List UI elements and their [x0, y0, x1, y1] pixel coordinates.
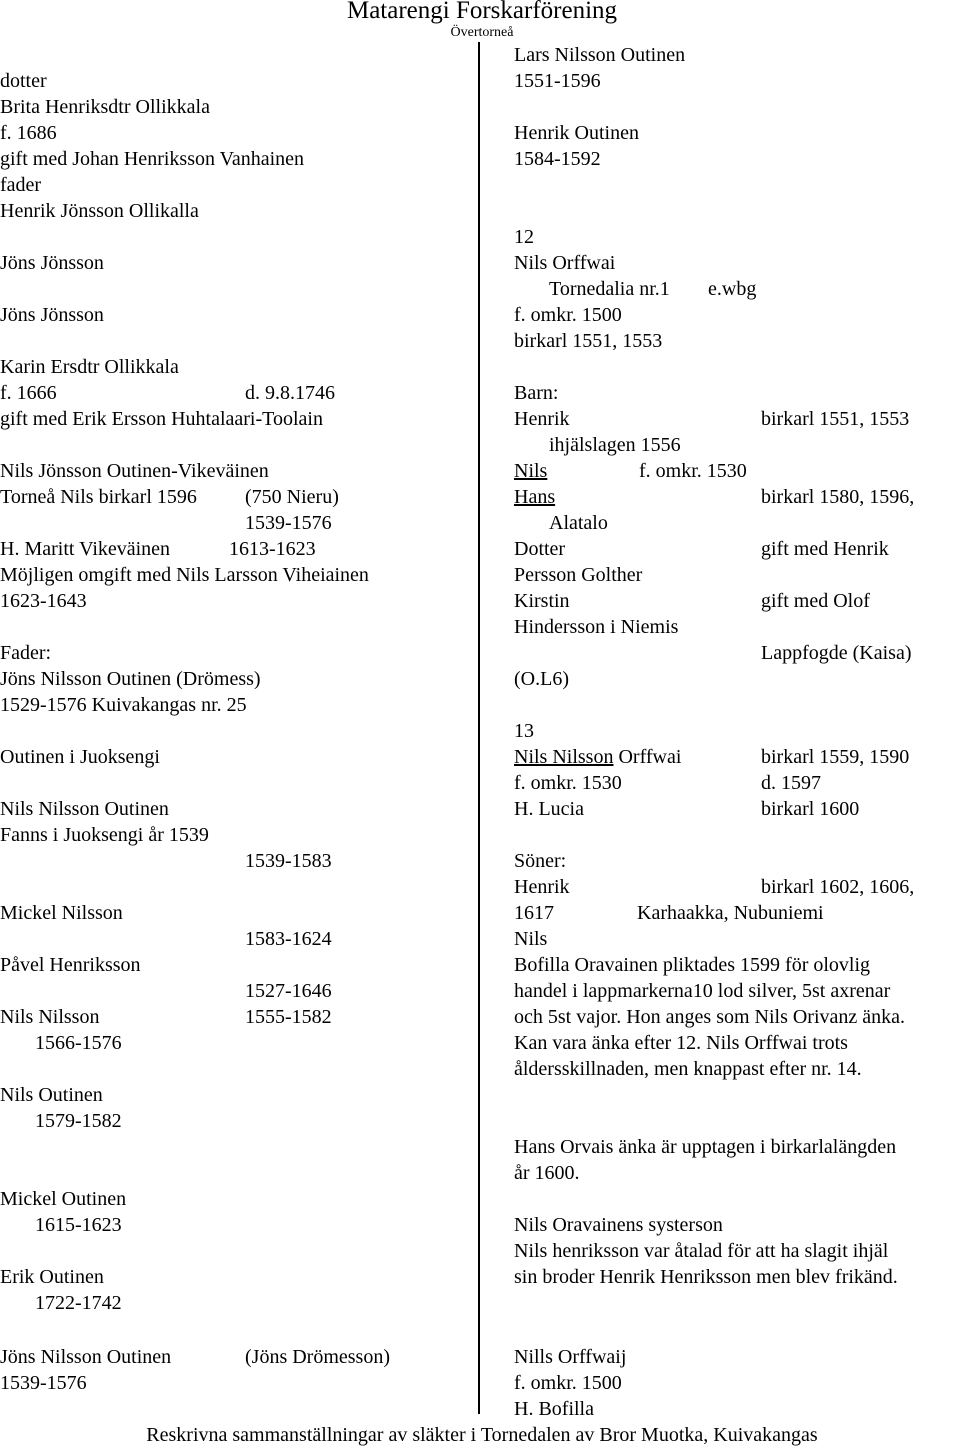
- text-line: Barn:: [514, 382, 559, 404]
- text-line: Kirstin: [514, 590, 570, 612]
- underlined-name: Nils Nilsson: [514, 746, 614, 768]
- text-line: 1615-1623: [35, 1214, 122, 1236]
- text-line: [514, 744, 681, 770]
- text-line: gift med Johan Henriksson Vanhainen: [0, 148, 305, 170]
- text-line: Nils Nilsson: [0, 1006, 100, 1028]
- text-line: 1623-1643: [0, 590, 87, 612]
- text-line: Nils Nilsson Outinen: [0, 798, 169, 820]
- text-line: 1579-1582: [35, 1110, 122, 1132]
- text-line: 1539-1576: [0, 1372, 87, 1394]
- text-line: Jöns Jönsson: [0, 304, 104, 326]
- text-line: 1722-1742: [35, 1292, 122, 1314]
- text-line: d. 1597: [761, 772, 821, 794]
- text-line: Nils Jönsson Outinen-Vikeväinen: [0, 460, 269, 482]
- text-line: e.wbg: [708, 278, 757, 300]
- text-line: Torneå Nils birkarl 1596: [0, 486, 197, 508]
- text-line: 13: [514, 720, 534, 742]
- text-line: Erik Outinen: [0, 1266, 104, 1288]
- text-line: fader: [0, 174, 42, 196]
- text-line: (750 Nieru): [245, 486, 339, 508]
- text-line: Henrik: [514, 876, 570, 898]
- text-line: f. omkr. 1500: [514, 1372, 622, 1394]
- text-line: Nils Orffwai: [514, 252, 616, 274]
- text-line: 1566-1576: [35, 1032, 122, 1054]
- text-line: gift med Olof: [761, 590, 870, 612]
- text-line: Dotter: [514, 538, 566, 560]
- text-line: handel i lappmarkerna10 lod silver, 5st axrenar: [514, 980, 891, 1002]
- text-line: f. omkr. 1500: [514, 304, 622, 326]
- page-footer: Reskrivna sammanställningar av släkter i Tornedalen av Bror Muotka, Kuivakangas: [146, 1424, 818, 1446]
- page-header-subtitle: Övertorneå: [450, 25, 514, 40]
- text-line: H. Maritt Vikeväinen: [0, 538, 171, 560]
- text-line: birkarl 1551, 1553: [761, 408, 910, 430]
- text-line: Mickel Nilsson: [0, 902, 123, 924]
- text-line: ihjälslagen 1556: [549, 434, 681, 456]
- text-line: 1539-1583: [245, 850, 332, 872]
- text-line: f. 1666: [0, 382, 57, 404]
- text-line: Bofilla Oravainen pliktades 1599 för olovlig: [514, 954, 871, 976]
- text-line: d. 9.8.1746: [245, 382, 335, 404]
- text-line: H. Bofilla: [514, 1398, 594, 1420]
- text-line: birkarl 1580, 1596,: [761, 486, 915, 508]
- text-line: 1555-1582: [245, 1006, 332, 1028]
- text-line: Jöns Nilsson Outinen (Drömess): [0, 668, 261, 690]
- text-line: Påvel Henriksson: [0, 954, 141, 976]
- text-line: Möjligen omgift med Nils Larsson Viheiainen: [0, 564, 369, 586]
- text-line: Karhaakka, Nubuniemi: [637, 902, 824, 924]
- text-line: Alatalo: [549, 512, 608, 534]
- page-header-title: Matarengi Forskarförening: [346, 0, 618, 24]
- text-line: dotter: [0, 70, 47, 92]
- text-line: birkarl 1559, 1590: [761, 746, 910, 768]
- text-line: 1613-1623: [229, 538, 316, 560]
- text-line: Hindersson i Niemis: [514, 616, 679, 638]
- text-line: Nils: [514, 460, 548, 482]
- text-line: gift med Erik Ersson Huhtalaari-Toolain: [0, 408, 323, 430]
- text-line: sin broder Henrik Henriksson men blev frikänd.: [514, 1266, 898, 1288]
- text-line: 1584-1592: [514, 148, 601, 170]
- text-line: 1583-1624: [245, 928, 332, 950]
- text-line: Söner:: [514, 850, 567, 872]
- text-line: Mickel Outinen: [0, 1188, 127, 1210]
- text-line: Hans: [514, 486, 556, 508]
- text-line: Kan vara änka efter 12. Nils Orffwai trots: [514, 1032, 848, 1054]
- text-line: Nils Outinen: [0, 1084, 103, 1106]
- text-line: Outinen i Juoksengi: [0, 746, 160, 768]
- text-line: Persson Golther: [514, 564, 643, 586]
- text-line: f. omkr. 1530: [639, 460, 747, 482]
- text-line: (Jöns Drömesson): [245, 1346, 390, 1368]
- text-line: 1617: [514, 902, 554, 924]
- text-line: Hans Orvais änka är upptagen i birkarlalängden: [514, 1136, 897, 1158]
- text-line: Brita Henriksdtr Ollikkala: [0, 96, 210, 118]
- text-line: och 5st vajor. Hon anges som Nils Orivanz änka.: [514, 1006, 906, 1028]
- text-line: 1551-1596: [514, 70, 601, 92]
- text-line: Lappfogde (Kaisa): [761, 642, 912, 664]
- text-line: Henrik: [514, 408, 570, 430]
- text-line: år 1600.: [514, 1162, 580, 1184]
- text-line: (O.L6): [514, 668, 569, 690]
- text-line: f. 1686: [0, 122, 57, 144]
- text-line: Lars Nilsson Outinen: [514, 44, 686, 66]
- text-line: Henrik Jönsson Ollikalla: [0, 200, 199, 222]
- text-line: 12: [514, 226, 534, 248]
- text-line: Henrik Outinen: [514, 122, 639, 144]
- text-line: Fanns i Juoksengi år 1539: [0, 824, 209, 846]
- column-divider: [478, 42, 480, 1414]
- text-line: 1539-1576: [245, 512, 332, 534]
- text-line: 1529-1576 Kuivakangas nr. 25: [0, 694, 247, 716]
- text-line: f. omkr. 1530: [514, 772, 622, 794]
- text-line: Karin Ersdtr Ollikkala: [0, 356, 179, 378]
- text-line: Jöns Jönsson: [0, 252, 104, 274]
- text-line: birkarl 1551, 1553: [514, 330, 663, 352]
- text-line: 1527-1646: [245, 980, 332, 1002]
- text-line: birkarl 1602, 1606,: [761, 876, 915, 898]
- text-line: Jöns Nilsson Outinen: [0, 1346, 172, 1368]
- text-line: åldersskillnaden, men knappast efter nr. 14.: [514, 1058, 862, 1080]
- text-line: Nils: [514, 928, 548, 950]
- text-line: birkarl 1600: [761, 798, 860, 820]
- text-line: gift med Henrik: [761, 538, 889, 560]
- text-line: Fader:: [0, 642, 52, 664]
- text-line: Nils henriksson var åtalad för att ha slagit ihjäl: [514, 1240, 889, 1262]
- text-line: H. Lucia: [514, 798, 584, 820]
- text-line: Nils Oravainens systerson: [514, 1214, 723, 1236]
- name-suffix: Orffwai: [613, 746, 682, 768]
- text-line: Nills Orffwaij: [514, 1346, 627, 1368]
- text-line: Tornedalia nr.1: [549, 278, 670, 300]
